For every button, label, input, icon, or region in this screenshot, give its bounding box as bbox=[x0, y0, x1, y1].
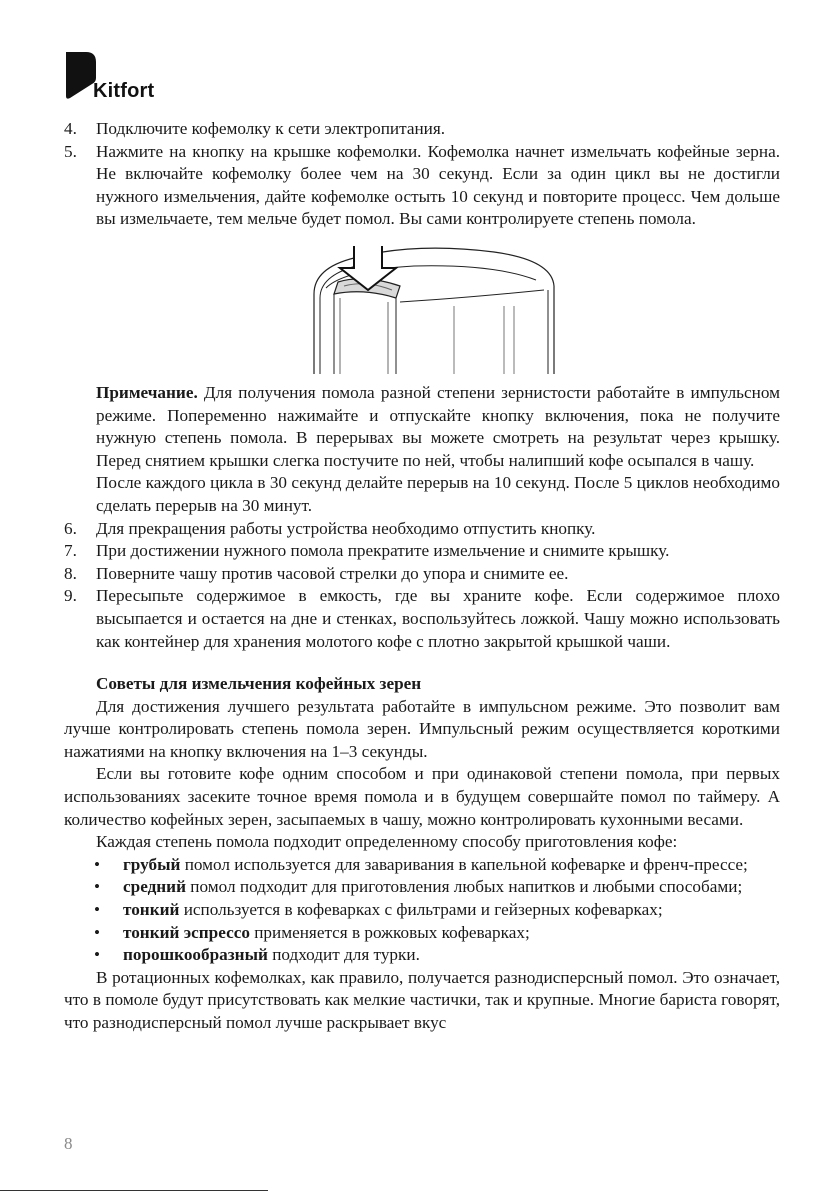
step-number: 4. bbox=[64, 119, 77, 138]
step-number: 9. bbox=[64, 586, 77, 606]
step-text: Нажмите на кнопку на крышке кофемолки. Кофемолка начнет измельчать кофейные зерна. Не включайте кофемолку более чем на 30 секунд. Если за один цикл вы не достигли нужного измельчения, дайте кофемолке остыть 10 секунд и повторите процесс. Чем дольше вы измельчаете, тем мельче будет помол. Вы сами контролируете степень помола. bbox=[96, 141, 780, 229]
step-text: Подключите кофемолку к сети электропитания. bbox=[96, 119, 446, 138]
step-4 bbox=[64, 118, 780, 141]
bullet-marker: • bbox=[94, 922, 101, 942]
bullet-term: тонкий bbox=[123, 900, 180, 920]
bullet-item bbox=[64, 854, 780, 877]
bullet-term: грубый bbox=[123, 854, 181, 874]
grinder-lid-arrow-drawing bbox=[304, 246, 564, 374]
step-7 bbox=[64, 540, 780, 563]
tips-paragraph-4: В ротационных кофемолках, как правило, получается разнодисперсный помол. Это означает, что в помоле будут присутствовать как мелкие частички, так и крупные. Многие бариста говорят, что разнодисперсный помол лучше раскрывает вкус bbox=[64, 967, 780, 1032]
bullet-marker: • bbox=[94, 877, 101, 897]
step-number: 8. bbox=[64, 563, 77, 583]
brand-name: Kitfort bbox=[93, 80, 155, 102]
tips-paragraph-2: Если вы готовите кофе одним способом и при одинаковой степени помола, при первых использованиях засеките точное время помола и в будущем совершайте помол по таймеру. А количество кофейных зерен, засыпаемых в чашу, можно контролировать кухонными весами. bbox=[64, 764, 780, 829]
kitfort-logo bbox=[66, 52, 176, 104]
bullet-marker: • bbox=[94, 854, 101, 874]
tips-paragraph-3: Каждая степень помола подходит определенному способу приготовления кофе: bbox=[96, 832, 678, 852]
bullet-item bbox=[64, 944, 780, 967]
note-text: Для получения помола разной степени зернистости работайте в импульсном режиме. Попеременно нажимайте и отпускайте кнопку включения, пока не получите нужную степень помола. В перерывах вы можете смотреть на результат через крышку. Перед снятием крышки слегка постучите по ней, чтобы налипший кофе осыпался в чашу. bbox=[96, 382, 780, 470]
footer-rule bbox=[0, 1190, 268, 1191]
tips-paragraph-1: Для достижения лучшего результата работайте в импульсном режиме. Это позволит вам лучше контролировать степень помола зерен. Импульсный режим осуществляется короткими нажатиями на кнопку включения на 1–3 секунды. bbox=[64, 696, 780, 761]
step-text: Пересыпьте содержимое в емкость, где вы храните кофе. Если содержимое плохо высыпается и остается на дне и стенках, воспользуйтесь ложкой. Чашу можно использовать как контейнер для хранения молотого кофе с плотно закрытой крышкой чаши. bbox=[96, 586, 780, 651]
step-9 bbox=[64, 585, 780, 653]
bullet-item bbox=[64, 899, 780, 922]
bullet-text: применяется в рожковых кофеварках; bbox=[249, 922, 530, 942]
bullet-marker: • bbox=[94, 900, 101, 920]
bullet-term: порошкообразный bbox=[123, 945, 268, 965]
note-paragraph-2: После каждого цикла в 30 секунд делайте перерыв на 10 секунд. После 5 циклов необходимо сделать перерыв на 30 минут. bbox=[96, 473, 780, 515]
page-number: 8 bbox=[64, 1134, 73, 1153]
step-6 bbox=[64, 518, 780, 541]
note-paragraph bbox=[64, 382, 780, 472]
step-number: 5. bbox=[64, 141, 77, 161]
step-number: 7. bbox=[64, 541, 77, 561]
step-number: 6. bbox=[64, 518, 77, 538]
bullet-term: тонкий эспрессо bbox=[123, 922, 250, 942]
bullet-marker: • bbox=[94, 945, 101, 965]
bullet-text: подходит для турки. bbox=[267, 945, 420, 965]
step-5 bbox=[64, 141, 780, 231]
bullet-item bbox=[64, 922, 780, 945]
step-text: Для прекращения работы устройства необходимо отпустить кнопку. bbox=[96, 518, 596, 538]
section-heading: Советы для измельчения кофейных зерен bbox=[96, 674, 422, 694]
grinder-illustration bbox=[64, 234, 780, 376]
bullet-text: используется в кофеварках с фильтрами и гейзерных кофеварках; bbox=[179, 900, 663, 920]
step-text: Поверните чашу против часовой стрелки до упора и снимите ее. bbox=[96, 563, 569, 583]
bullet-item bbox=[64, 876, 780, 899]
step-text: При достижении нужного помола прекратите измельчение и снимите крышку. bbox=[96, 541, 670, 561]
bullet-text: помол используется для заваривания в капельной кофеварке и френч-прессе; bbox=[180, 854, 748, 874]
note-label: Примечание. bbox=[96, 382, 198, 402]
kitfort-logo-mark bbox=[66, 52, 96, 100]
bullet-text: помол подходит для приготовления любых напитков и любыми способами; bbox=[186, 877, 743, 897]
bullet-term: средний bbox=[123, 877, 186, 897]
step-8 bbox=[64, 563, 780, 586]
page-content bbox=[64, 118, 780, 1035]
